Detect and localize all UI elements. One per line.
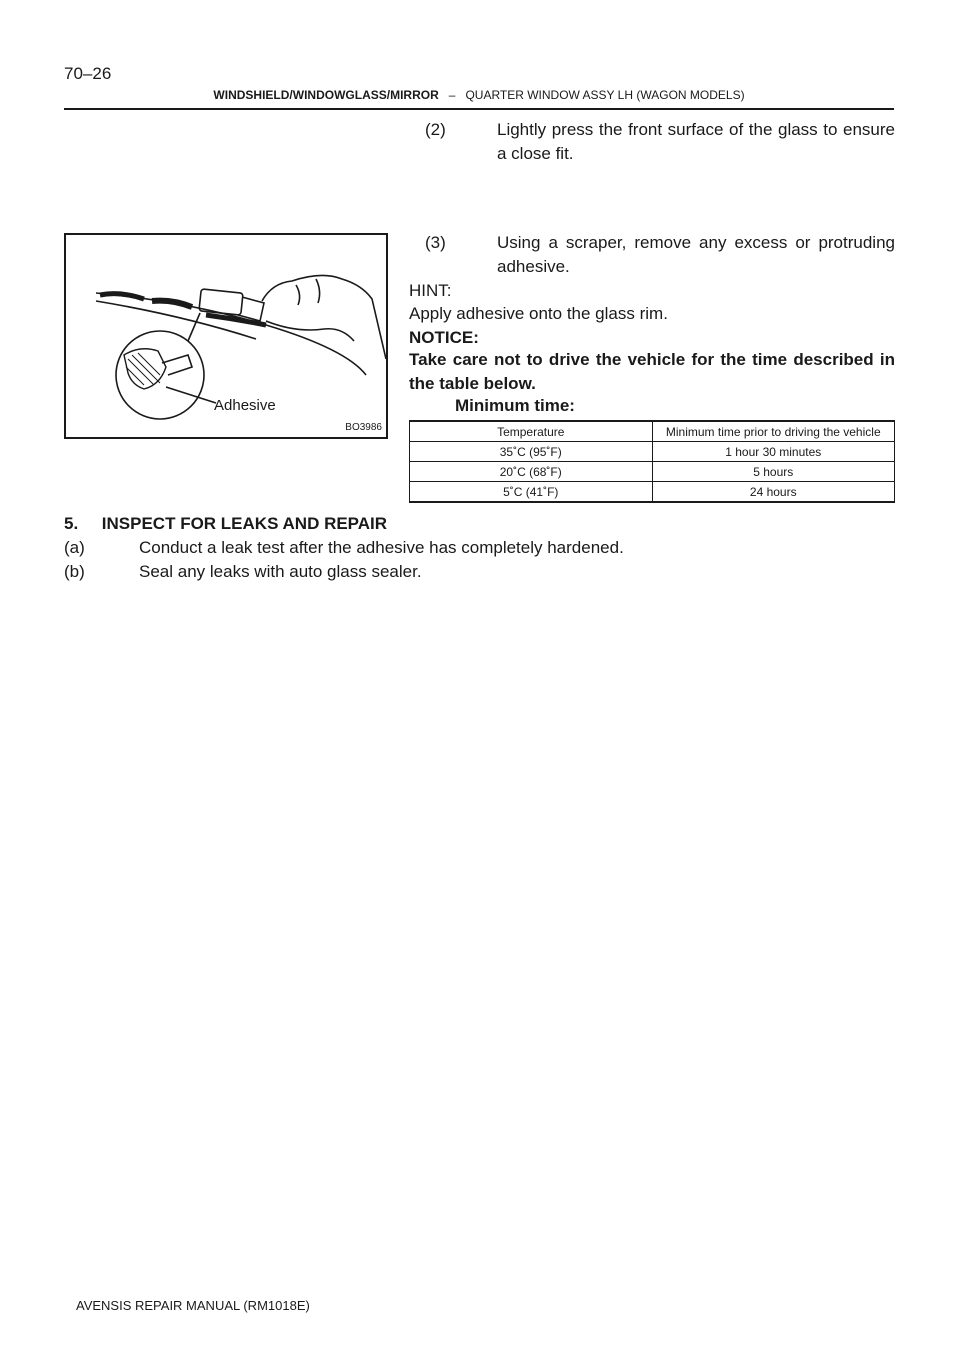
- notice-text: Take care not to drive the vehicle for the time described in the table below.: [409, 350, 895, 393]
- step-3: [409, 231, 895, 279]
- notice-label: NOTICE:: [409, 328, 479, 347]
- section-5-title: 5. INSPECT FOR LEAKS AND REPAIR: [64, 514, 388, 533]
- step-text: Lightly press the front surface of the glass to ensure a close fit.: [497, 120, 895, 163]
- page-number: 70–26: [64, 64, 112, 83]
- table-title: Minimum time:: [455, 396, 575, 415]
- list-item-text: Conduct a leak test after the adhesive has completely hardened.: [139, 538, 624, 557]
- header-subsection: QUARTER WINDOW ASSY LH (WAGON MODELS): [465, 88, 745, 102]
- list-item-text: Seal any leaks with auto glass sealer.: [139, 562, 422, 581]
- list-item-number: (b): [64, 562, 85, 581]
- hint-text: Apply adhesive onto the glass rim.: [409, 304, 668, 323]
- step-number: (3): [425, 233, 446, 252]
- minimum-time-table: [409, 420, 895, 503]
- hint-label: HINT:: [409, 281, 452, 300]
- table-row: [410, 442, 895, 462]
- header-separator: –: [448, 88, 456, 102]
- step-number: (2): [425, 120, 446, 139]
- step-2: [409, 118, 895, 166]
- figure-id: BO3986: [345, 422, 382, 433]
- table-cell: 5 hours: [652, 462, 895, 482]
- table-cell: 5˚C (41˚F): [410, 482, 653, 503]
- table-header-minimum-time: Minimum time prior to driving the vehicle: [652, 421, 895, 442]
- table-header-row: [410, 421, 895, 442]
- table-cell: 24 hours: [652, 482, 895, 503]
- table-cell: 1 hour 30 minutes: [652, 442, 895, 462]
- adhesive-figure: [64, 233, 388, 439]
- list-item-b: [64, 560, 894, 584]
- header-section: WINDSHIELD/WINDOWGLASS/MIRROR: [213, 88, 439, 102]
- footer-manual-id: AVENSIS REPAIR MANUAL (RM1018E): [76, 1298, 310, 1313]
- table-cell: 20˚C (68˚F): [410, 462, 653, 482]
- table-header-temperature: Temperature: [410, 421, 653, 442]
- list-item-number: (a): [64, 538, 85, 557]
- adhesive-callout-label: Adhesive: [214, 397, 276, 414]
- table-row: [410, 482, 895, 503]
- step-text: Using a scraper, remove any excess or protruding adhesive.: [497, 233, 895, 276]
- list-item-a: [64, 536, 894, 560]
- table-cell: 35˚C (95˚F): [410, 442, 653, 462]
- table-row: [410, 462, 895, 482]
- running-header: [64, 86, 894, 110]
